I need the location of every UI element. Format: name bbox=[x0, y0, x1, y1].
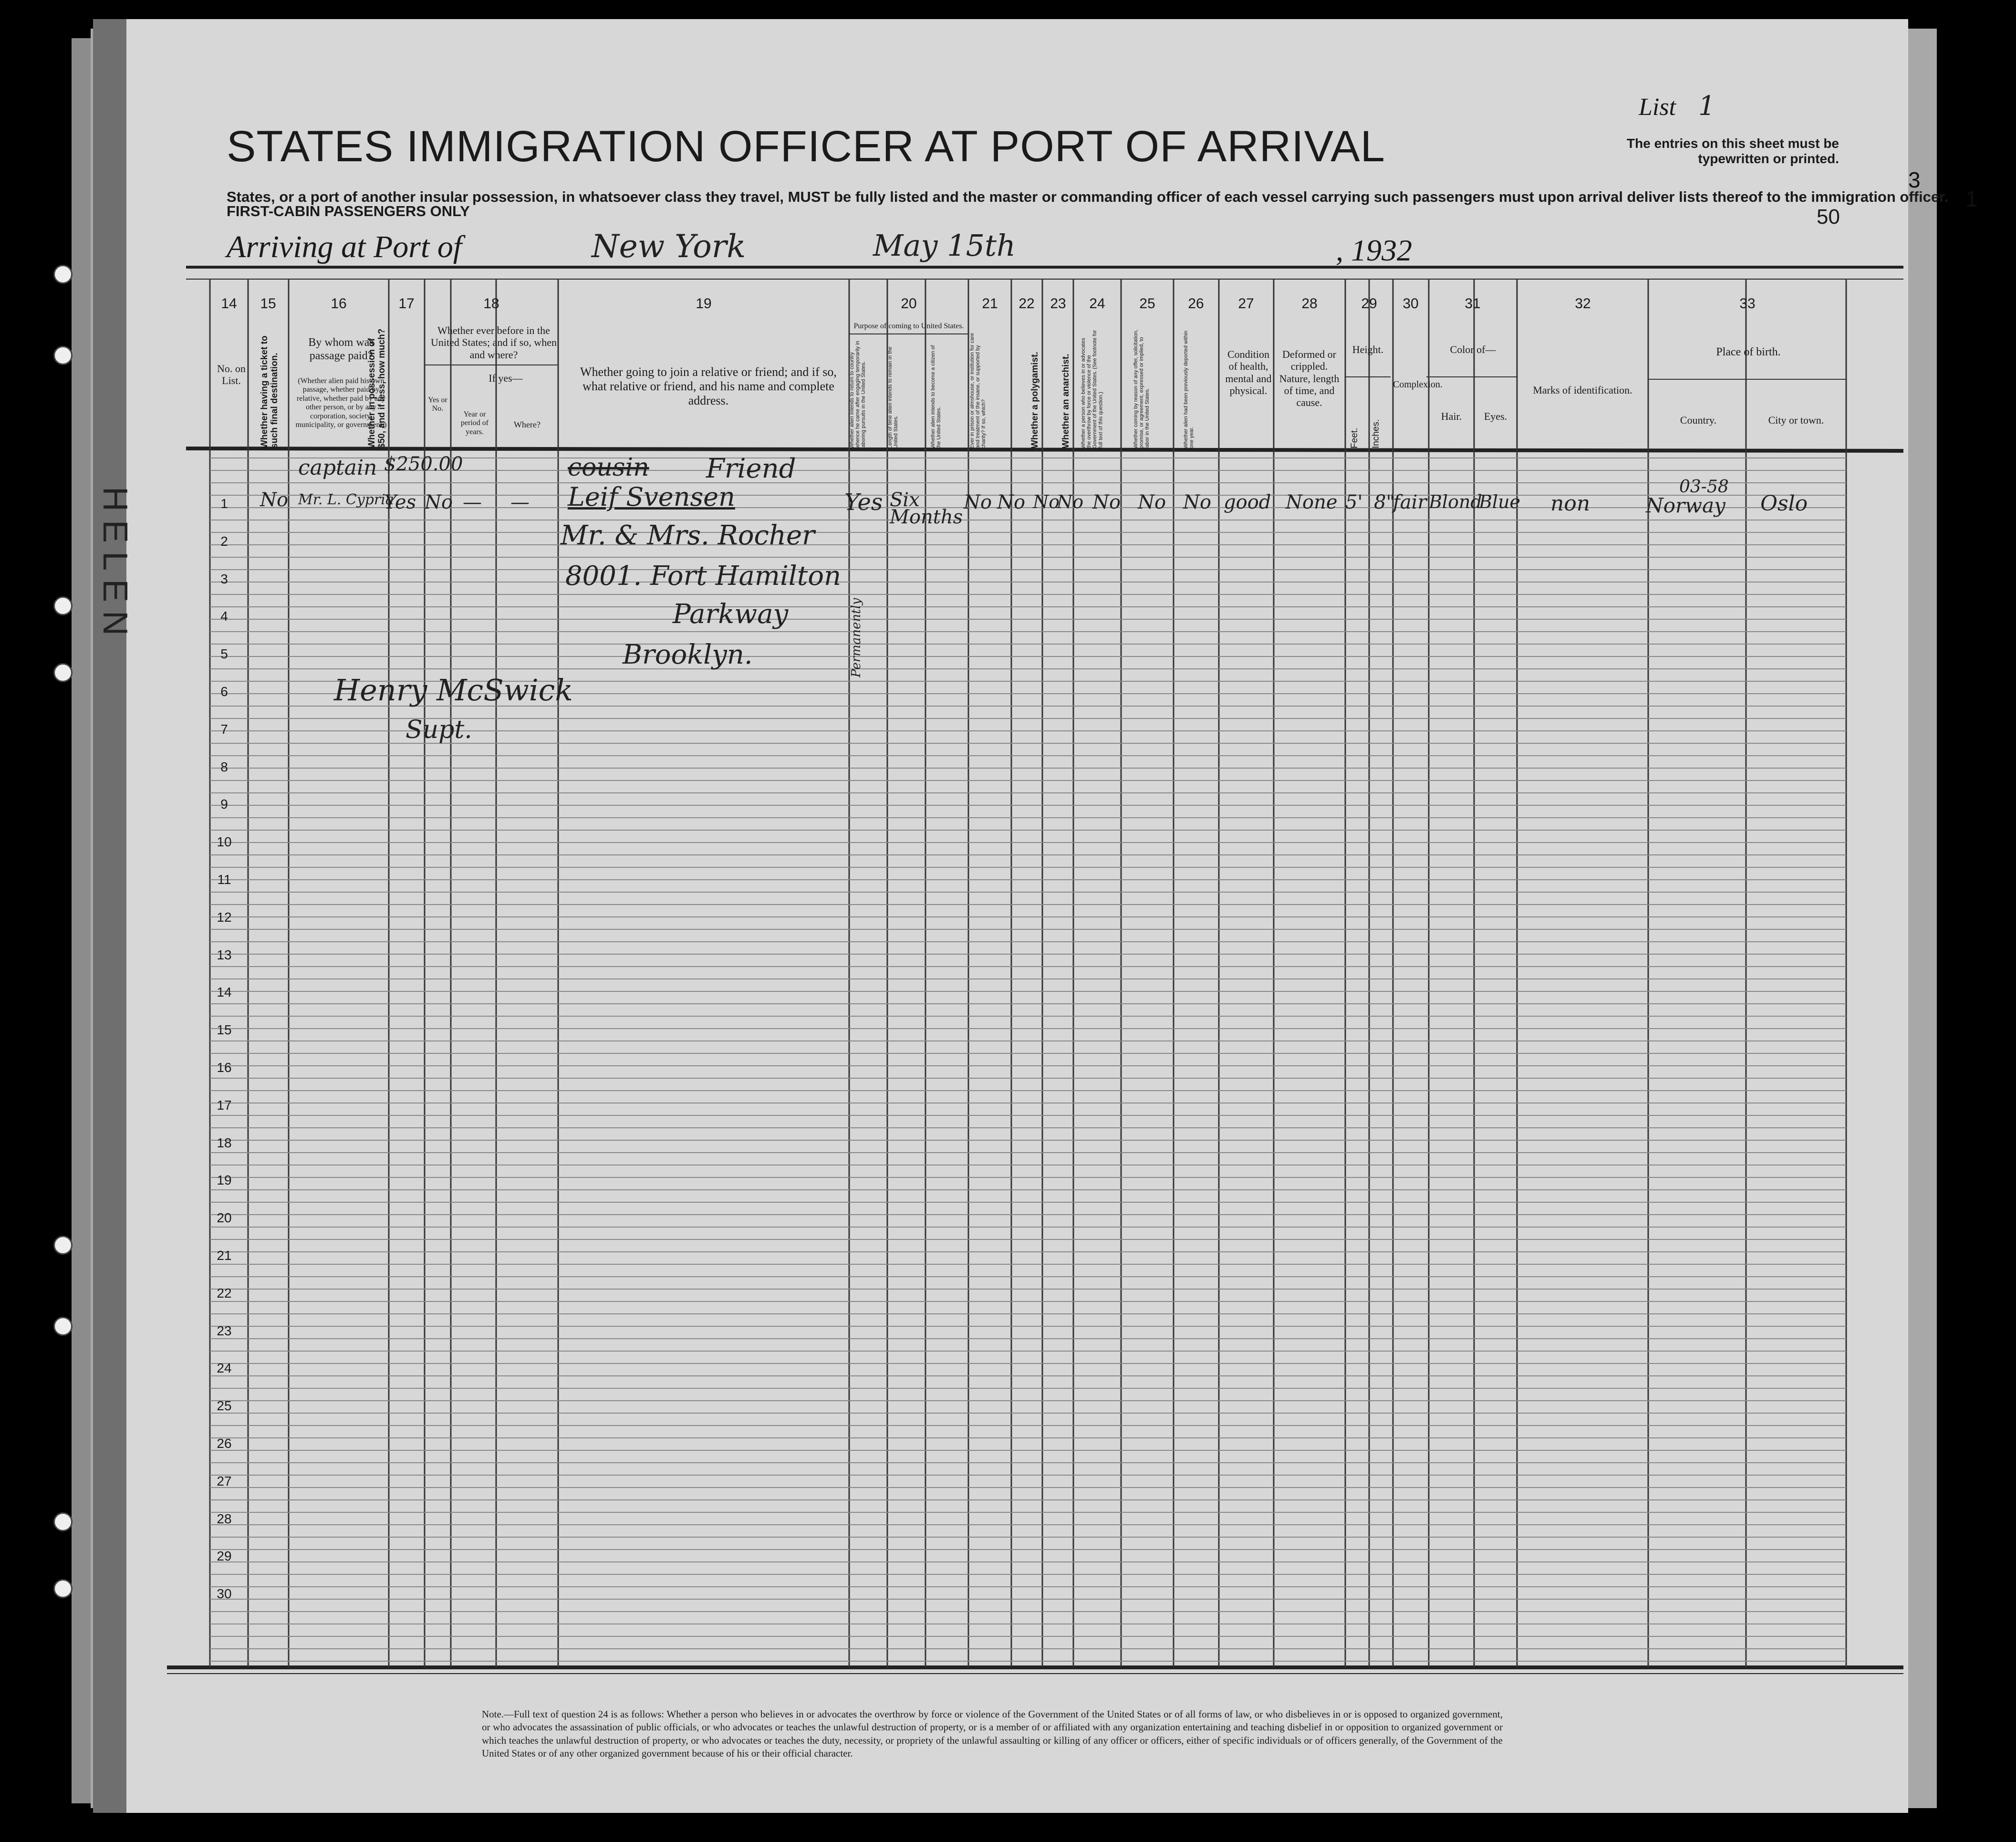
entry-citizen: No bbox=[964, 491, 992, 513]
header-col21: Ever in prison or almshouse, or institution for care and treatment of the insane, or supported by charity? If so, which? bbox=[969, 333, 987, 448]
row-number: 26 bbox=[217, 1436, 232, 1451]
row-number: 14 bbox=[217, 985, 232, 1000]
column-number: 14 bbox=[221, 296, 237, 312]
header-col16-sub: (Whether alien paid his own passage, whether paid by relative, whether paid by any other person, or by any corporation, society, municipality, or government.) bbox=[295, 377, 387, 429]
entry-address-line3: Parkway bbox=[673, 599, 789, 630]
entry-health: good bbox=[1224, 491, 1271, 513]
header-col22: Whether a polygamist. bbox=[1030, 352, 1040, 448]
entry-relative-name: Leif Svensen bbox=[568, 482, 735, 512]
entry-deported: No bbox=[1183, 491, 1212, 513]
header-col18-ifyes: If yes— bbox=[488, 372, 523, 384]
row-number: 20 bbox=[217, 1210, 232, 1226]
footnote: Note.—Full text of question 24 is as follows: Whether a person who believes in or advocates the overthrow by force or violence of the Government of the United States or of all forms of law, or who disbelieves in or is opposed to organized government, or who advocates the assassination of public officials, or who advocates or teaches the unlawful destruction of property, or is a member of or affiliated with any organization entertaining and teaching disbelief in or opposition to organized government or which teaches the unlawful destruction of property, or who advocates or teaches the duty, necessity, or propriety of the unlawful assaulting or killing of any officer or officers, either of specific individuals or of officers generally, of the Government of the United States or of any other organized government because of his or their official character. bbox=[482, 1708, 1503, 1759]
entry-purpose-return: Yes bbox=[844, 489, 883, 516]
row-number: 25 bbox=[217, 1398, 232, 1414]
header-col20-return: Whether alien intends to return to country whence he came after engaging temporarily in laboring pursuits in the United States. bbox=[849, 341, 867, 448]
entry-marks: non bbox=[1550, 491, 1590, 516]
column-number: 32 bbox=[1575, 296, 1591, 312]
entry-height-feet: 5' bbox=[1345, 491, 1363, 513]
entry-offer: No bbox=[1138, 491, 1166, 513]
header-col23: Whether an anarchist. bbox=[1061, 354, 1071, 448]
entry-country: Norway bbox=[1646, 494, 1725, 517]
edge-name-label: HELEN bbox=[96, 487, 134, 645]
entry-eyes: Blue bbox=[1479, 491, 1521, 512]
row-number: 10 bbox=[217, 834, 232, 850]
entry-year: — bbox=[463, 491, 482, 513]
edge-mark: 3 bbox=[1908, 167, 1921, 192]
header-col32: Marks of identification. bbox=[1533, 384, 1632, 396]
list-label: List bbox=[1639, 94, 1676, 121]
header-col33: Place of birth. bbox=[1716, 346, 1781, 358]
row-number: 3 bbox=[220, 571, 228, 586]
row-number: 24 bbox=[217, 1361, 232, 1376]
entry-polygamist: No bbox=[1033, 491, 1060, 512]
header-col31-hair: Hair. bbox=[1441, 410, 1462, 422]
header-col31-eyes: Eyes. bbox=[1484, 410, 1507, 422]
entry-prison: No bbox=[997, 491, 1026, 513]
header-col18-where: Where? bbox=[514, 420, 540, 429]
column-number: 29 bbox=[1361, 296, 1377, 312]
header-col18: Whether ever before in the United States; and if so, when and where? bbox=[431, 324, 557, 361]
row-number: 8 bbox=[220, 759, 228, 774]
entry-hair: Blond bbox=[1429, 491, 1482, 512]
entry-overthrow: No bbox=[1092, 491, 1121, 513]
row-number: 4 bbox=[220, 609, 228, 624]
row-number: 6 bbox=[220, 684, 228, 699]
header-col16: By whom was passage paid? bbox=[308, 336, 374, 362]
entry-city: Oslo bbox=[1760, 491, 1808, 516]
header-col33-country: Country. bbox=[1680, 414, 1717, 426]
row-number: 27 bbox=[217, 1473, 232, 1488]
entry-height-inches: 8" bbox=[1374, 491, 1395, 513]
entry-money-top: $250.00 bbox=[384, 453, 463, 475]
row-number: 13 bbox=[217, 947, 232, 962]
port-value: New York bbox=[592, 228, 746, 265]
column-number: 19 bbox=[696, 296, 712, 312]
header-col33-city: City or town. bbox=[1768, 414, 1824, 426]
row-number: 9 bbox=[220, 797, 228, 812]
header-col29-inches: Inches. bbox=[1371, 419, 1381, 448]
row-number: 15 bbox=[217, 1022, 232, 1038]
subtitle: States, or a port of another insular possession, in whatsoever class they travel, MUST be fully listed and the master or commanding officer of each vessel carrying such passengers must upon arrival deliver lists thereof to the immigration officer. bbox=[227, 188, 1949, 205]
header-col24: Whether a person who believes in or advocates the overthrow by force or violence of the Government of the United States. (See footnote for full text of this question.) bbox=[1081, 330, 1104, 448]
row-number: 11 bbox=[217, 872, 231, 887]
header-col17: Whether in possession of $50, and if less, how much? bbox=[367, 328, 387, 448]
header-col29: Height. bbox=[1352, 343, 1384, 355]
row-number: 5 bbox=[220, 646, 228, 662]
header-col27: Condition of health, mental and physical. bbox=[1225, 348, 1272, 396]
header-col20: Purpose of coming to United States. bbox=[853, 322, 964, 330]
header-col25: Whether coming by reason of any offer, solicitation, promise, or agreement, expressed or implied, to labor in the United States. bbox=[1133, 329, 1151, 448]
entry-ticket: No bbox=[260, 489, 289, 511]
entry-address-line4: Brooklyn. bbox=[623, 639, 753, 670]
entry-address-line1: Mr. & Mrs. Rocher bbox=[561, 520, 815, 551]
header-col18-year: Year or period of years. bbox=[460, 410, 489, 436]
signature: Henry McSwick bbox=[334, 673, 573, 708]
header-col15: Whether having a ticket to such final destination. bbox=[260, 335, 280, 448]
row-number: 7 bbox=[220, 721, 228, 737]
year-text: 1932 bbox=[1351, 233, 1412, 267]
entry-relative: Friend bbox=[706, 453, 796, 484]
header-col29-feet: Feet. bbox=[1350, 427, 1360, 448]
entry-paid-by-top: captain bbox=[298, 456, 377, 480]
column-number: 24 bbox=[1089, 296, 1105, 312]
entry-deformed: None bbox=[1286, 491, 1338, 513]
row-number: 21 bbox=[217, 1248, 232, 1263]
header-col19: Whether going to join a relative or friend; and if so, what relative or friend, and his name and complete address. bbox=[580, 365, 837, 407]
column-number: 26 bbox=[1188, 296, 1204, 312]
row-number: 19 bbox=[217, 1173, 232, 1188]
column-number: 23 bbox=[1050, 296, 1066, 312]
header-col14: No. on List. bbox=[217, 363, 246, 387]
row-number: 30 bbox=[217, 1586, 232, 1602]
entry-address-line2: 8001. Fort Hamilton bbox=[565, 561, 842, 592]
row-number: 28 bbox=[217, 1511, 232, 1526]
entry-ever-before: No bbox=[425, 491, 453, 513]
sheet-number: 50 bbox=[1817, 205, 1840, 229]
year-value: , 1932 bbox=[1336, 233, 1412, 267]
column-number: 28 bbox=[1301, 296, 1318, 312]
column-number: 22 bbox=[1018, 296, 1035, 312]
row-number: 18 bbox=[217, 1135, 232, 1150]
row-number: 22 bbox=[217, 1285, 232, 1301]
entry-relative-struck: cousin bbox=[568, 453, 649, 482]
date-value: May 15th bbox=[873, 228, 1016, 263]
row-number: 12 bbox=[217, 909, 232, 925]
header-col26: Whether alien had been previously deported within one year. bbox=[1183, 330, 1195, 448]
arriving-label: Arriving at Port of bbox=[227, 229, 462, 264]
column-number: 16 bbox=[331, 296, 347, 312]
entry-complexion: fair bbox=[1393, 491, 1427, 513]
header-col30: Complexion. bbox=[1393, 379, 1443, 390]
row-number: 1 bbox=[220, 496, 228, 511]
header-col31: Color of— bbox=[1450, 343, 1496, 355]
entry-anarchist: No bbox=[1057, 491, 1084, 512]
column-number: 21 bbox=[982, 296, 998, 312]
column-number: 17 bbox=[398, 296, 415, 312]
signature-title: Supt. bbox=[405, 716, 472, 744]
list-number: 1 bbox=[1698, 91, 1715, 122]
row-number: 16 bbox=[217, 1060, 232, 1075]
column-number: 30 bbox=[1403, 296, 1419, 312]
row-number: 2 bbox=[220, 533, 228, 549]
subtitle-class: FIRST-CABIN PASSENGERS ONLY bbox=[227, 203, 470, 219]
column-number: 15 bbox=[260, 296, 276, 312]
entry-country-note: 03-58 bbox=[1679, 477, 1729, 497]
column-number: 18 bbox=[483, 296, 499, 312]
column-number: 20 bbox=[901, 296, 917, 312]
entry-purpose-stamp: Permanently bbox=[849, 598, 863, 677]
header-col18-yesno: Yes or No. bbox=[428, 396, 447, 413]
edge-mark: 1 bbox=[1965, 187, 1978, 211]
row-number: 29 bbox=[217, 1549, 232, 1564]
entry-money: Yes bbox=[384, 491, 416, 513]
header-col28: Deformed or crippled. Nature, length of time, and cause. bbox=[1279, 348, 1340, 409]
page-title: STATES IMMIGRATION OFFICER AT PORT OF ARRIVAL bbox=[227, 122, 1385, 171]
header-col20-citizen: Whether alien intends to become a citizen of the United States. bbox=[930, 345, 942, 448]
entry-where: — bbox=[510, 491, 530, 513]
column-number: 25 bbox=[1139, 296, 1155, 312]
row-number: 17 bbox=[217, 1097, 232, 1113]
column-number: 27 bbox=[1238, 296, 1254, 312]
column-number: 31 bbox=[1465, 296, 1481, 312]
column-number: 33 bbox=[1739, 296, 1756, 312]
entry-length-time: Six Months bbox=[890, 489, 963, 528]
entries-note: The entries on this sheet must be typewritten or printed. bbox=[1627, 136, 1839, 166]
entry-paid-by: Mr. L. Cypria bbox=[298, 491, 394, 508]
row-number: 23 bbox=[217, 1323, 232, 1338]
header-col20-length: Length of time alien intends to remain in the United States. bbox=[887, 346, 899, 448]
